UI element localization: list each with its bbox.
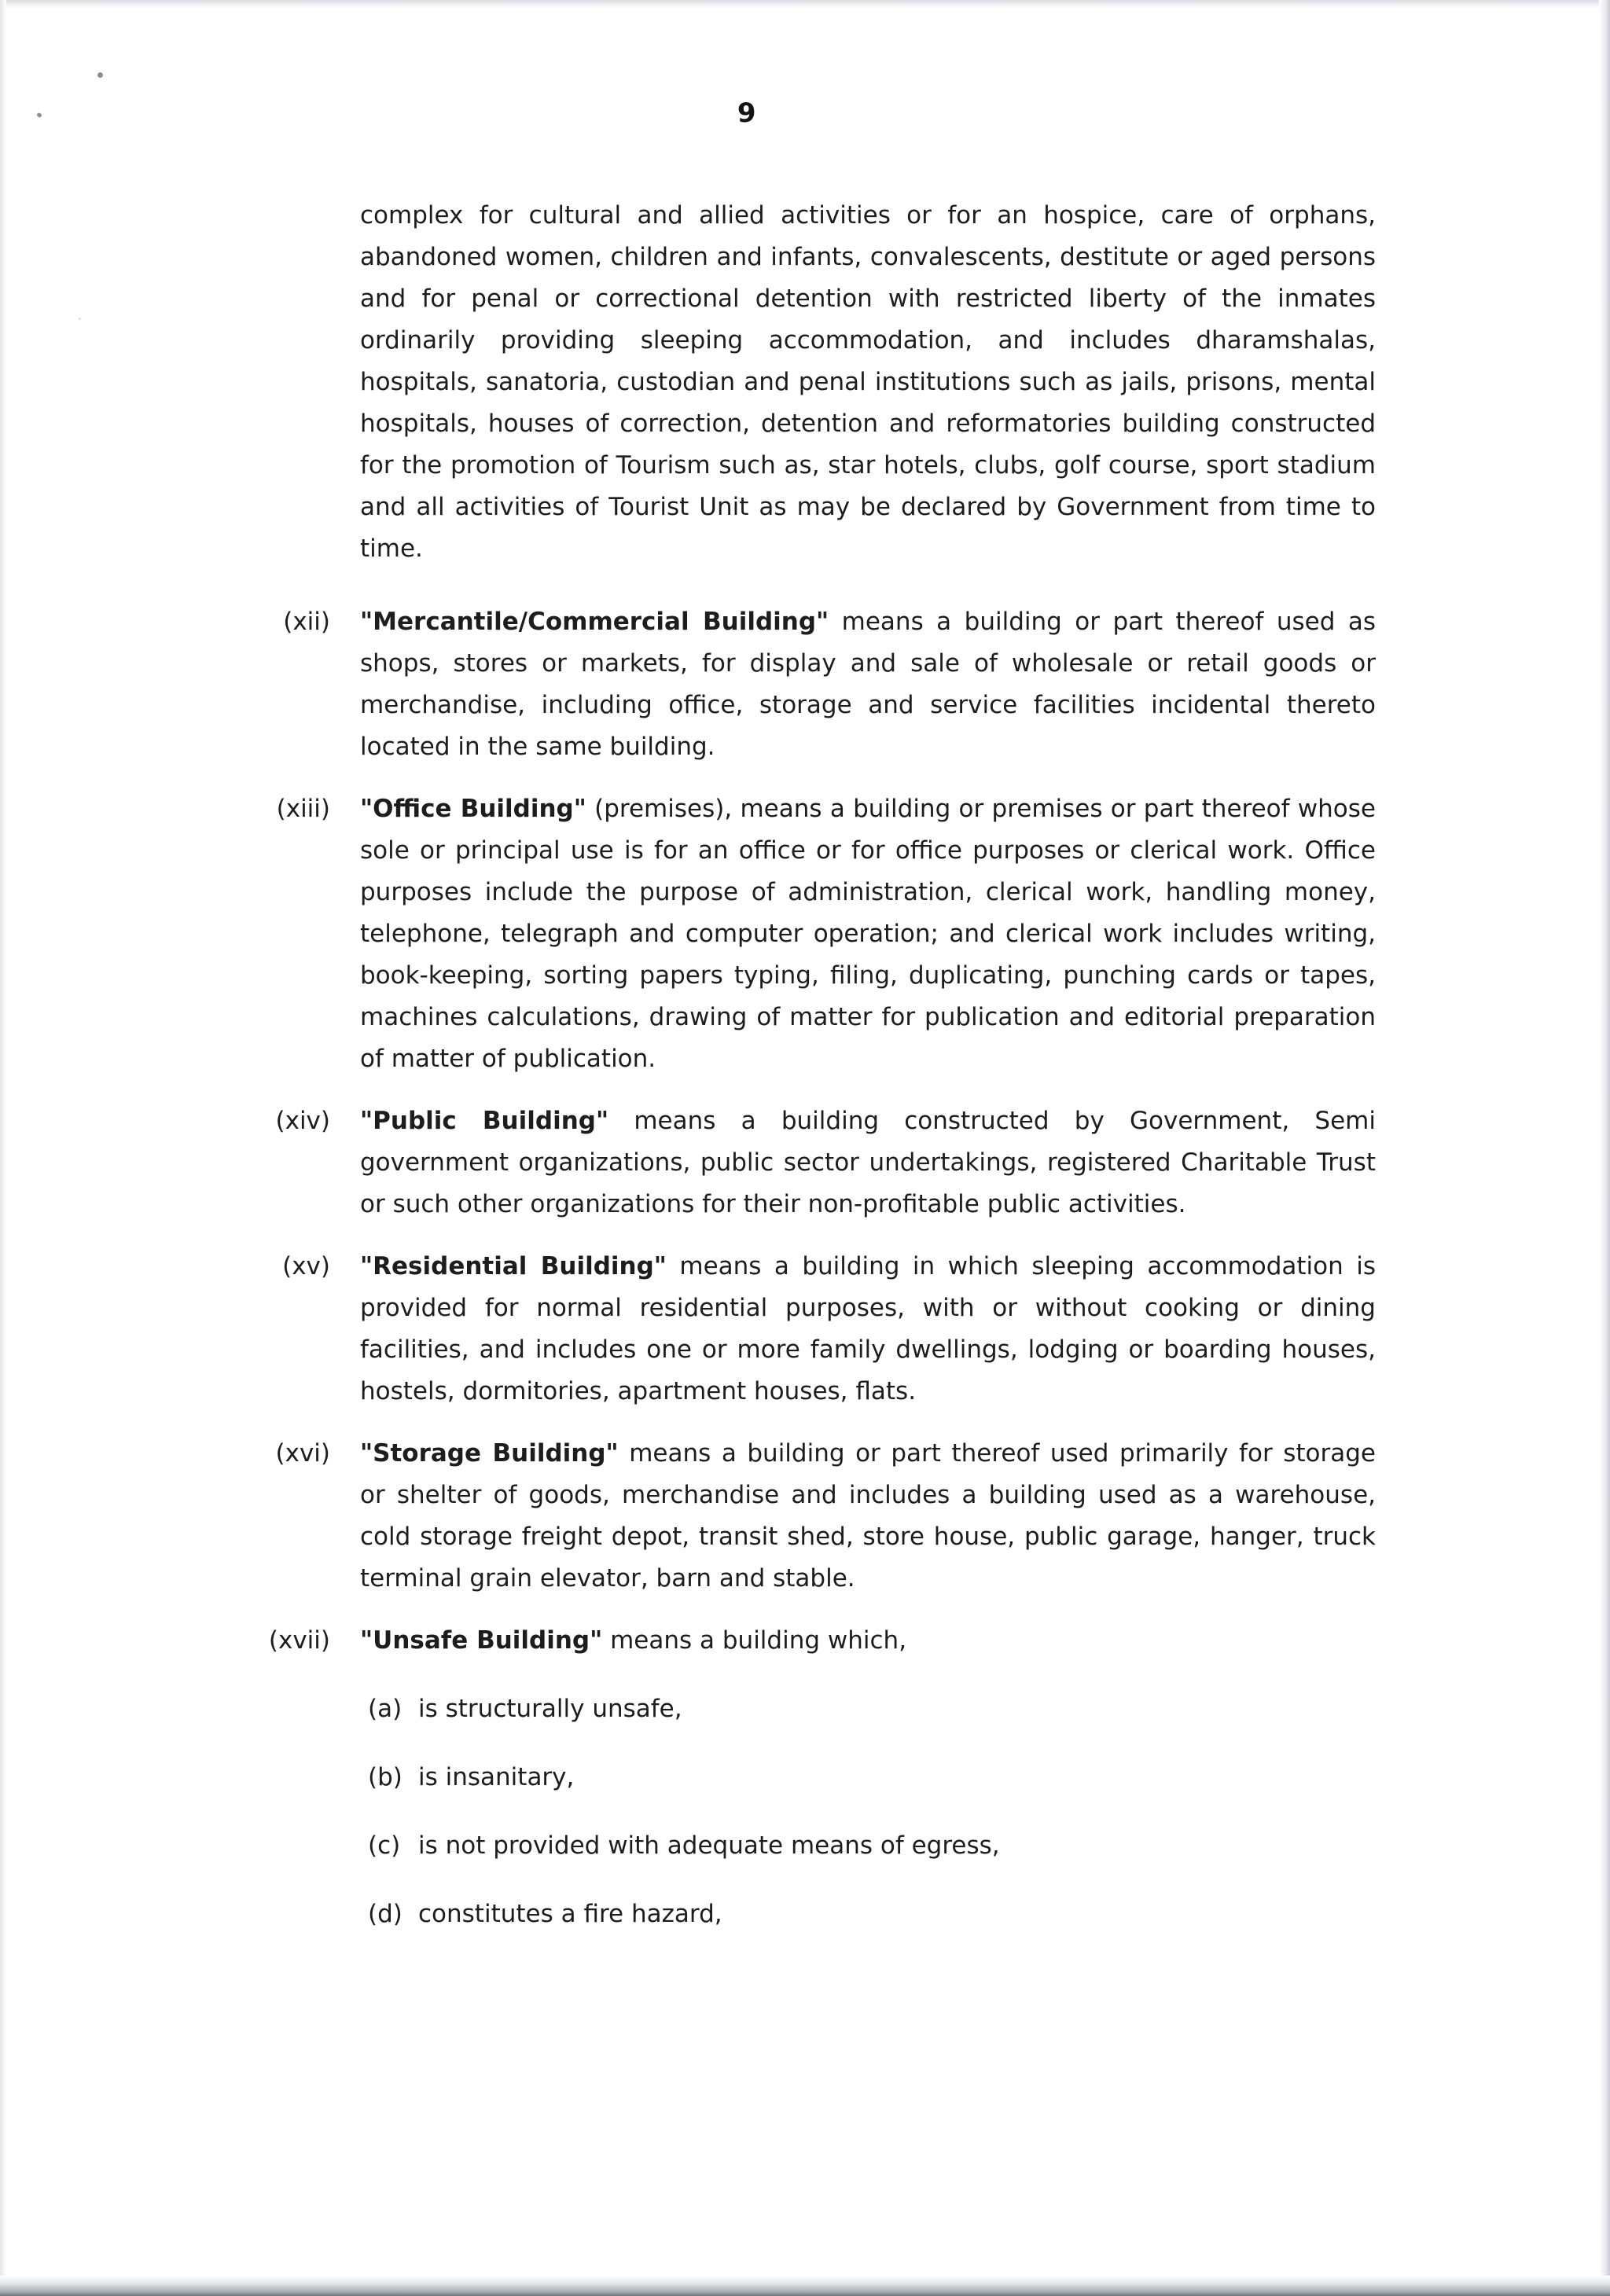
clause-marker-xiv: (xiv): [275, 1107, 330, 1135]
clause-body-xii: [360, 601, 1376, 768]
scan-speckle: [97, 72, 103, 78]
defined-term-xv: "Residential Building": [360, 1252, 667, 1280]
defined-term-xvi: "Storage Building": [360, 1439, 619, 1468]
sub-item-marker-d: (d): [368, 1900, 402, 1928]
clause-body-xvii: [360, 1620, 1376, 1662]
page-number: 9: [737, 97, 757, 129]
clause-text-xiii: (premises), means a building or premises or part thereof whose sole or principal use is for an office or for office purposes or clerical work. Office purposes include the purpose of administration, clerical work, handling money, telephone, telegraph and computer operation; and clerical work includes writing, book-keeping, sorting papers typing, filing, duplicating, punching cards or tapes, machines calculations, drawing of matter for publication and editorial preparation of matter of publication.: [360, 795, 1376, 1073]
sub-item-text-b: is insanitary,: [418, 1763, 575, 1791]
sub-item-marker-a: (a): [368, 1695, 402, 1723]
clause-text-xv: means a building in which sleeping accommodation is provided for normal residential purposes, with or without cooking or dining facilities, and includes one or more family dwellings, lodging or boarding houses, hostels, dormitories, apartment houses, flats.: [360, 1252, 1376, 1405]
list-item: [368, 1688, 1376, 1730]
sub-item-text-c: is not provided with adequate means of egress,: [418, 1831, 1000, 1860]
clause-xiii: [228, 788, 1376, 1080]
clause-marker-xvi: (xvi): [275, 1439, 330, 1468]
clause-body-xiv: [360, 1100, 1376, 1225]
scan-edge-top: [0, 0, 1610, 8]
clause-marker-xiii: (xiii): [276, 795, 330, 823]
document-body: [228, 195, 1376, 1962]
clause-marker-xii: (xii): [283, 608, 330, 636]
list-item: [368, 1757, 1376, 1798]
scan-edge-left: [0, 0, 6, 2296]
sub-item-marker-c: (c): [368, 1831, 401, 1860]
list-item: [368, 1894, 1376, 1935]
scan-edge-right: [1599, 0, 1610, 2296]
unsafe-building-conditions-list: [228, 1688, 1376, 1935]
defined-term-xiii: "Office Building": [360, 795, 586, 823]
clause-text: complex for cultural and allied activities or for an hospice, care of orphans, abandoned women, children and infants, convalescents, destitute or aged persons and for penal or correctional detention with restricted liberty of the inmates ordinarily providing sleeping accommodation, and includes dharamshalas, hospitals, sanatoria, custodian and penal institutions such as jails, prisons, mental hospitals, houses of correction, detention and reformatories building constructed for the promotion of Tourism such as, star hotels, clubs, golf course, sport stadium and all activities of Tourist Unit as may be declared by Government from time to time.: [360, 201, 1376, 563]
clause-text-xiv: means a building constructed by Government, Semi government organizations, public sector undertakings, registered Charitable Trust or such other organizations for their non-profitable public activities.: [360, 1107, 1376, 1218]
scan-edge-bottom: [0, 2276, 1610, 2296]
defined-term-xii: "Mercantile/Commercial Building": [360, 608, 829, 636]
clause-text-xvii: means a building which,: [602, 1626, 907, 1655]
clause-xii: [228, 601, 1376, 768]
clause-xv: [228, 1246, 1376, 1412]
clause-body-xv: [360, 1246, 1376, 1412]
sub-item-text-d: constitutes a fire hazard,: [418, 1900, 722, 1928]
paragraph-continuation: [228, 195, 1376, 570]
clause-body-xiii: [360, 788, 1376, 1080]
sub-item-marker-b: (b): [368, 1763, 402, 1791]
defined-term-xiv: "Public Building": [360, 1107, 609, 1135]
defined-term-xvii: "Unsafe Building": [360, 1626, 603, 1655]
clause-text-xii: means a building or part thereof used as shops, stores or markets, for display and sale of wholesale or retail goods or merchandise, including office, storage and service facilities incidental thereto located in the same building.: [360, 608, 1376, 761]
clause-body-xvi: [360, 1433, 1376, 1600]
sub-item-text-a: is structurally unsafe,: [418, 1695, 682, 1723]
clause-xvi: [228, 1433, 1376, 1600]
clause-xiv: [228, 1100, 1376, 1225]
list-item: [368, 1825, 1376, 1867]
scan-speckle: [79, 318, 81, 320]
clause-text-xvi: means a building or part thereof used primarily for storage or shelter of goods, merchandise and includes a building used as a warehouse, cold storage freight depot, transit shed, store house, public garage, hanger, truck terminal grain elevator, barn and stable.: [360, 1439, 1376, 1593]
clause-xvii: [228, 1620, 1376, 1662]
clause-marker-xvii: (xvii): [268, 1626, 330, 1655]
clause-marker-xv: (xv): [282, 1252, 330, 1280]
